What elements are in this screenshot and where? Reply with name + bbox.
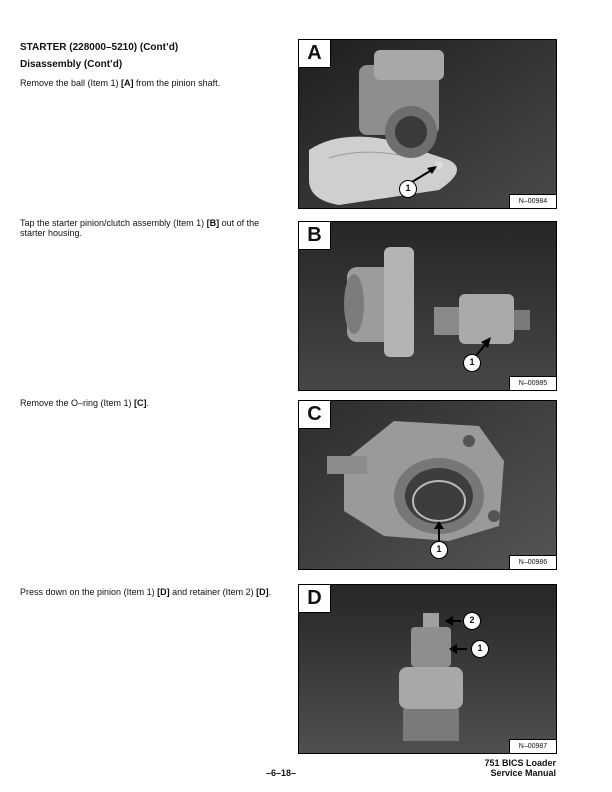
figure-letter: B [299, 222, 331, 250]
figure-letter: A [299, 40, 331, 68]
figure-ref: [D] [256, 587, 269, 597]
figure-letter: D [299, 585, 331, 613]
figure-ref: [D] [157, 587, 170, 597]
manual-title-line-1: 751 BICS Loader [484, 758, 556, 768]
callout-1: 1 [430, 541, 448, 559]
figure-code: N–00985 [509, 376, 556, 390]
callout-1: 1 [471, 640, 489, 658]
figure-c-photo [298, 400, 557, 570]
step-3-text: Remove the O–ring (Item 1) [C]. [20, 398, 150, 408]
section-subtitle: Disassembly (Cont’d) [20, 59, 123, 70]
callout-1: 1 [399, 180, 417, 198]
figure-a-photo [298, 39, 557, 209]
manual-title-line-2: Service Manual [490, 768, 556, 778]
figure-ref: [A] [121, 78, 134, 88]
step-1-text: Remove the ball (Item 1) [A] from the pinion shaft. [20, 78, 221, 88]
starter-housing-o-ring-illustration [299, 401, 557, 570]
figure-code: N–00986 [509, 555, 556, 569]
figure-d-photo [298, 584, 557, 754]
figure-b-photo [298, 221, 557, 391]
callout-2: 2 [463, 612, 481, 630]
page-number: –6–18– [266, 768, 297, 778]
callout-1: 1 [463, 354, 481, 372]
manual-title [484, 758, 556, 778]
step-4-text: Press down on the pinion (Item 1) [D] and retainer (Item 2) [D]. [20, 587, 272, 597]
section-title: STARTER (228000–5210) (Cont’d) [20, 42, 179, 53]
starter-housing-in-hand-illustration [299, 40, 557, 209]
pinion-clutch-assembly-illustration [299, 222, 557, 391]
pinion-retainer-illustration [299, 585, 557, 754]
step-2-text: Tap the starter pinion/clutch assembly (Item 1) [B] out of the starter housing. [20, 218, 260, 238]
figure-code: N–00984 [509, 194, 556, 208]
figure-ref: [C] [134, 398, 147, 408]
figure-letter: C [299, 401, 331, 429]
figure-ref: [B] [206, 218, 220, 228]
figure-code: N–00987 [509, 739, 556, 753]
